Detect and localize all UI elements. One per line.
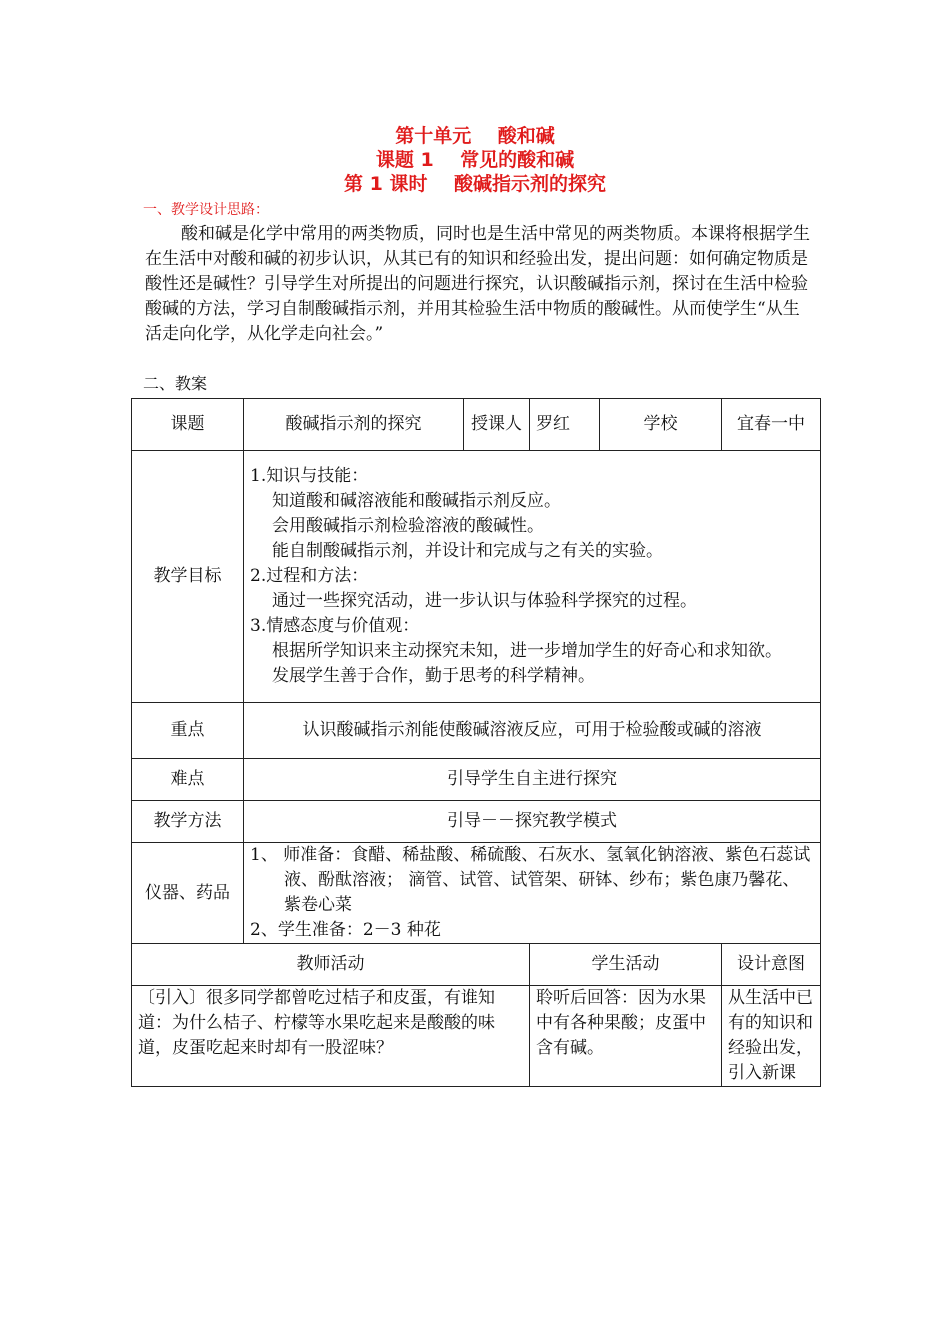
goal-item: 能自制酸碱指示剂，并设计和完成与之有关的实验。: [272, 541, 663, 561]
teacher-label-cell: 授课人: [464, 399, 530, 451]
table-row: [132, 986, 821, 1087]
teacher-value-cell: 罗红: [530, 399, 600, 451]
topic-label-cell: 课题: [132, 399, 244, 451]
goal-heading-attitude: 3.情感态度与价值观：: [250, 616, 420, 636]
document-titles: [0, 124, 950, 196]
goal-item: 会用酸碱指示剂检验溶液的酸碱性。: [272, 516, 544, 536]
design-intent-cell: 从生活中已有的知识和经验出发，引入新课: [722, 986, 821, 1087]
unit-title: 第十单元 酸和碱: [395, 125, 555, 147]
method-label-cell: 教学方法: [132, 801, 244, 843]
key-point-label-cell: 重点: [132, 703, 244, 759]
design-intro-paragraph: 酸和碱是化学中常用的两类物质，同时也是生活中常见的两类物质。本课将根据学生在生活中对酸和碱的初步认识，从其已有的知识和经验出发，提出问题：如何确定物质是酸性还是碱性？引导学生对所提出的问题进行探究，认识酸碱指示剂，探讨在生活中检验酸碱的方法，学习自制酸碱指示剂，并用其检验生活中物质的酸碱性。从而使学生“从生活走向化学，从化学走向社会。”: [145, 224, 810, 344]
section-heading-design: 一、教学设计思路：: [143, 202, 269, 218]
table-row: [132, 703, 821, 759]
goal-item: 根据所学知识来主动探究未知，进一步增加学生的好奇心和求知欲。: [272, 641, 782, 661]
table-row: [132, 843, 821, 944]
teacher-activity-header: 教师活动: [132, 944, 530, 986]
table-row: [132, 759, 821, 801]
topic-title: 课题 1 常见的酸和碱: [375, 149, 575, 171]
difficulty-label-cell: 难点: [132, 759, 244, 801]
topic-value-cell: 酸碱指示剂的探究: [244, 399, 464, 451]
lesson-plan-table: [131, 398, 821, 1087]
goal-item: 知道酸和碱溶液能和酸碱指示剂反应。: [272, 491, 561, 511]
table-row: [132, 451, 821, 703]
method-value-cell: 引导－－探究教学模式: [244, 801, 821, 843]
school-value-cell: 宜春一中: [722, 399, 821, 451]
goals-content-cell: [244, 451, 821, 703]
section-heading-plan: 二、教案: [143, 374, 208, 393]
table-row: [132, 801, 821, 843]
materials-label-cell: 仪器、药品: [132, 843, 244, 944]
table-row: [132, 944, 821, 986]
difficulty-value-cell: 引导学生自主进行探究: [244, 759, 821, 801]
student-activity-cell: 聆听后回答：因为水果中有各种果酸；皮蛋中含有碱。: [530, 986, 722, 1087]
teacher-activity-cell: 〔引入〕很多同学都曾吃过桔子和皮蛋，有谁知道：为什么桔子、柠檬等水果吃起来是酸酸的味道，皮蛋吃起来时却有一股涩味？: [132, 986, 530, 1087]
table-row: [132, 399, 821, 451]
school-label-cell: 学校: [600, 399, 722, 451]
materials-content-cell: [244, 843, 821, 944]
goal-item: 通过一些探究活动，进一步认识与体验科学探究的过程。: [272, 591, 697, 611]
lesson-title: 第 1 课时 酸碱指示剂的探究: [344, 173, 606, 195]
materials-teacher: 1、 师准备：食醋、稀盐酸、稀硫酸、石灰水、氢氧化钠溶液、紫色石蕊试液、酚酞溶液； 滴管、试管、试管架、研钵、纱布；紫色康乃馨花、紫卷心菜: [250, 845, 811, 915]
key-point-value-cell: 认识酸碱指示剂能使酸碱溶液反应，可用于检验酸或碱的溶液: [244, 703, 821, 759]
materials-student: 2、学生准备：2－3 种花: [250, 920, 441, 940]
goal-heading-process: 2.过程和方法：: [250, 566, 369, 586]
student-activity-header: 学生活动: [530, 944, 722, 986]
goal-heading-knowledge: 1.知识与技能：: [250, 466, 369, 486]
design-intent-header: 设计意图: [722, 944, 821, 986]
goals-label-cell: 教学目标: [132, 451, 244, 703]
goal-item: 发展学生善于合作，勤于思考的科学精神。: [272, 666, 595, 686]
